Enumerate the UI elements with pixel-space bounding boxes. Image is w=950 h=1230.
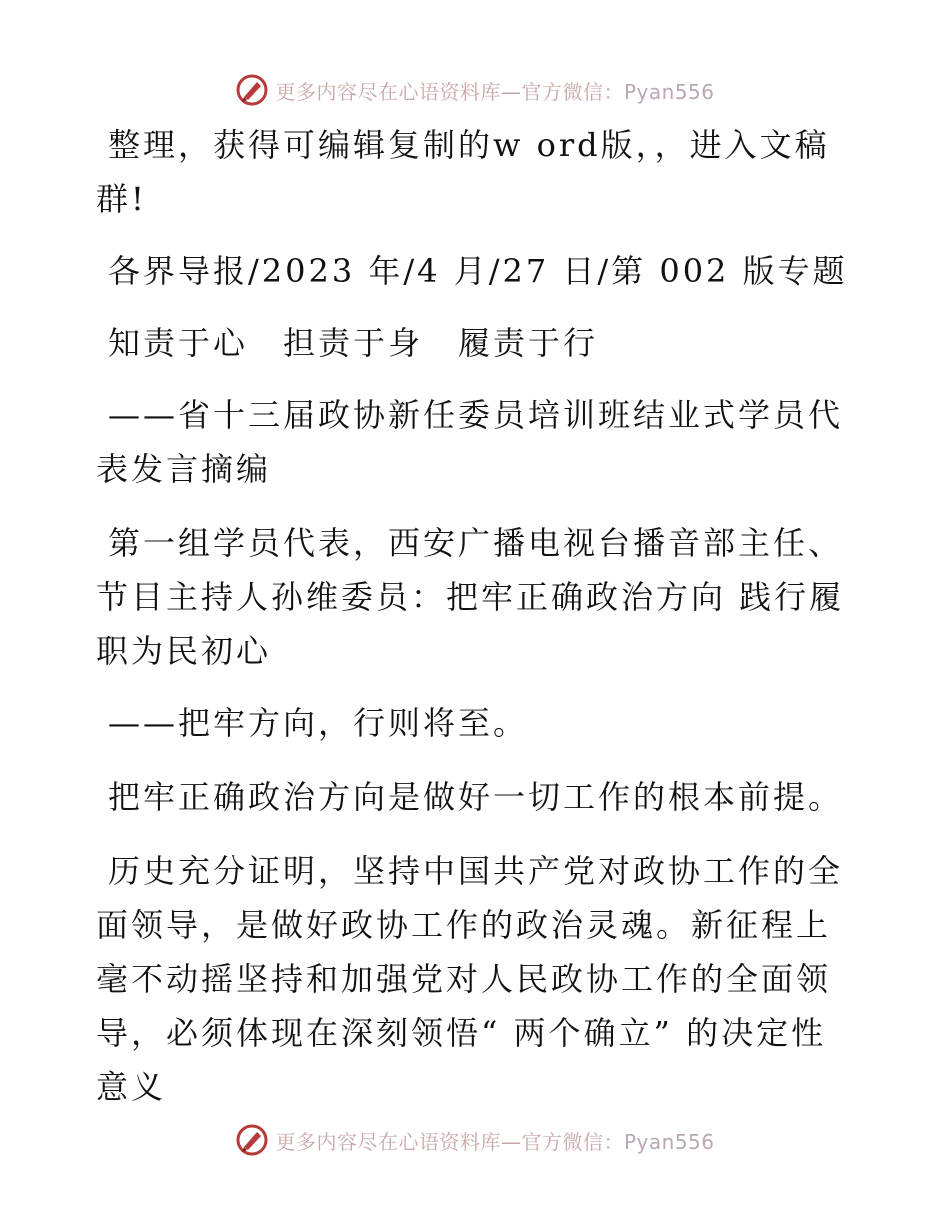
watermark-text: 更多内容尽在心语资料库—官方微信：Pyan556 xyxy=(275,79,715,104)
watermark-wechat-id: Pyan556 xyxy=(623,79,715,104)
paragraph-history: 历史充分证明，坚持中国共产党对政协工作的全面领导，是做好政协工作的政治灵魂。新征程上毫不动摇坚持和加强党对人民政协工作的全面领导，必须体现在深刻领悟“ 两个确立” 的决定性意义 xyxy=(96,852,844,1106)
document-body xyxy=(96,118,852,1114)
article-title: 知责于心 担责于身 履责于行 xyxy=(108,324,599,362)
watermark-wechat-id: Pyan556 xyxy=(623,1129,715,1154)
paragraph-intro: 整理，获得可编辑复制的w ord版，，进入文稿群! xyxy=(96,126,830,218)
paragraph-premise: 把牢正确政治方向是做好一切工作的根本前提。 xyxy=(108,778,844,816)
pen-logo-icon xyxy=(235,73,269,107)
paragraph-lead: ——把牢方向，行则将至。 xyxy=(108,704,529,742)
paragraph-speaker: 第一组学员代表，西安广播电视台播音部主任、节目主持人孙维委员：把牢正确政治方向 践行履职为民初心 xyxy=(96,524,845,670)
header-watermark xyxy=(0,70,950,110)
article-subtitle: ——省十三届政协新任委员培训班结业式学员代表发言摘编 xyxy=(96,396,844,488)
footer-watermark xyxy=(0,1120,950,1160)
paragraph-source: 各界导报/2023 年/4 月/27 日/第 002 版专题 xyxy=(108,252,848,290)
pen-logo-icon xyxy=(235,1123,269,1157)
watermark-text: 更多内容尽在心语资料库—官方微信：Pyan556 xyxy=(275,1129,715,1154)
